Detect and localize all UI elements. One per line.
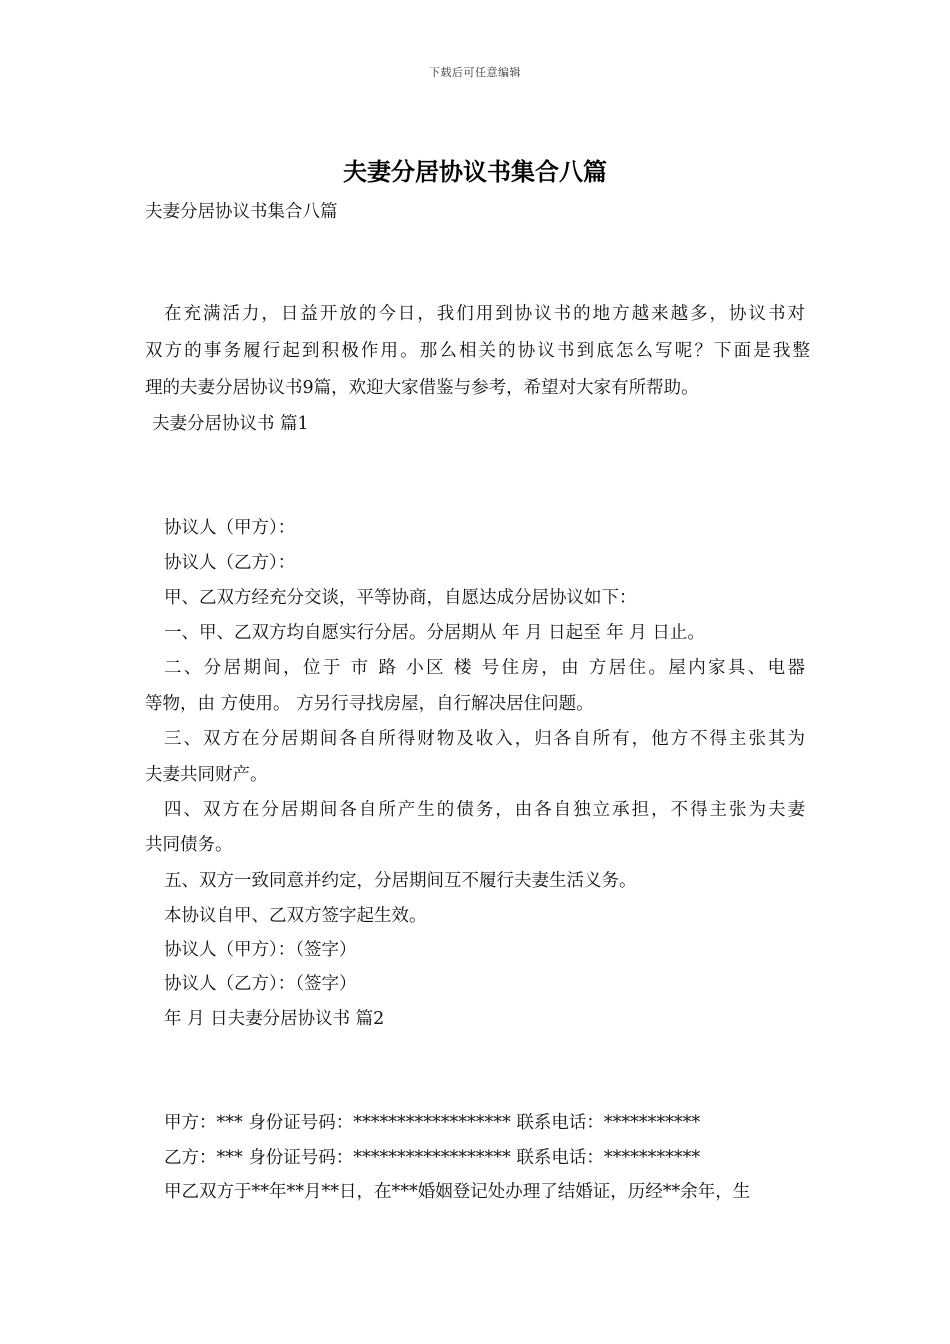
intro-paragraph-line: 理的夫妻分居协议书9篇，欢迎大家借鉴与参考，希望对大家有所帮助。 [145,378,699,398]
page-header-note: 下载后可任意编辑 [429,66,521,79]
body-line: 四、双方在分居期间各自所产生的债务，由各自独立承担，不得主张为夫妻 [164,800,805,820]
intro-paragraph-line: 在充满活力，日益开放的今日，我们用到协议书的地方越来越多，协议书对 [164,304,805,324]
body-line: 夫妻共同财产。 [145,765,268,785]
date-and-section-heading: 年 月 日夫妻分居协议书 篇2 [164,1009,385,1029]
section-heading: 夫妻分居协议书 篇1 [152,414,309,434]
intro-paragraph-line: 双方的事务履行起到积极作用。那么相关的协议书到底怎么写呢？下面是我整 [145,341,810,361]
signature-line: 协议人（乙方）：（签字） [164,974,357,994]
body-line: 甲、乙双方经充分交谈，平等协商，自愿达成分居协议如下： [164,588,637,608]
party-info-line: 乙方：*** 身份证号码：****************** 联系电话：*********** [164,1148,701,1168]
body-line: 二、分居期间，位于 市 路 小区 楼 号住房，由 方居住。屋内家具、电器 [164,658,805,678]
document-title: 夫妻分居协议书集合八篇 [343,157,607,186]
body-line: 共同债务。 [145,835,233,855]
body-line: 三、双方在分居期间各自所得财物及收入，归各自所有，他方不得主张其为 [164,729,805,749]
body-line: 等物，由 方使用。 方另行寻找房屋，自行解决居住问题。 [145,694,594,714]
party-info-line: 甲方：*** 身份证号码：****************** 联系电话：*********** [164,1113,701,1133]
body-line: 本协议自甲、乙双方签字起生效。 [164,906,427,926]
body-line: 协议人（甲方）： [164,518,296,538]
body-line: 协议人（乙方）： [164,553,296,573]
document-subtitle: 夫妻分居协议书集合八篇 [145,202,338,222]
body-line: 甲乙双方于**年**月**日，在***婚姻登记处办理了结婚证，历经**余年，生 [164,1182,751,1202]
signature-line: 协议人（甲方）：（签字） [164,940,357,960]
body-line: 一、甲、乙双方均自愿实行分居。分居期从 年 月 日起至 年 月 日止。 [164,623,705,643]
body-line: 五、双方一致同意并约定，分居期间互不履行夫妻生活义务。 [164,871,637,891]
